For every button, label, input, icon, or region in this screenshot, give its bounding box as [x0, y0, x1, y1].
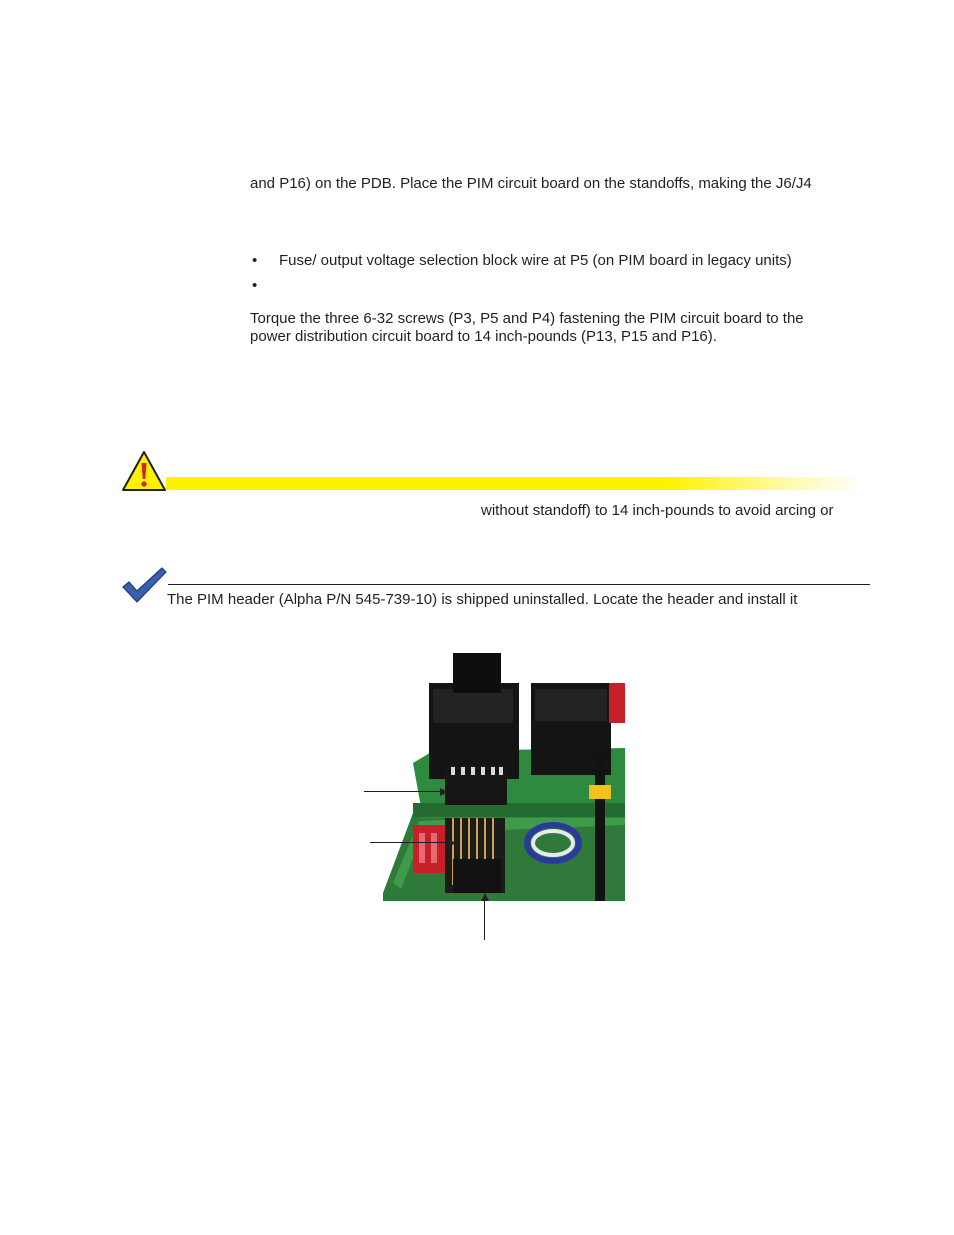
bullet-text: Fuse/ output voltage selection block wire at P5 (on PIM board in legacy units)	[279, 252, 792, 269]
callout-arrowhead	[448, 839, 456, 847]
note-text: The PIM header (Alpha P/N 545-739-10) is shipped uninstalled. Locate the header and install it	[167, 591, 798, 608]
torque-paragraph-line: Torque the three 6-32 screws (P3, P5 and P4) fastening the PIM circuit board to the	[250, 310, 804, 327]
callout-arrowhead	[440, 788, 448, 796]
callout-arrowhead	[481, 893, 489, 901]
callout-line	[370, 842, 450, 843]
callout-line	[484, 900, 485, 940]
circuit-board-photo	[383, 653, 625, 901]
callout-line	[364, 791, 442, 792]
bullet-marker: •	[252, 277, 258, 294]
step-text-line: and P16) on the PDB. Place the PIM circuit board on the standoffs, making the J6/J4	[250, 175, 812, 192]
caution-text: without standoff) to 14 inch-pounds to avoid arcing or	[481, 502, 834, 519]
note-rule	[168, 584, 870, 585]
caution-bar	[166, 477, 862, 490]
warning-triangle-icon	[121, 450, 167, 492]
bullet-marker: •	[252, 252, 258, 269]
torque-paragraph-line: power distribution circuit board to 14 inch-pounds (P13, P15 and P16).	[250, 328, 717, 345]
checkmark-icon	[120, 566, 168, 604]
